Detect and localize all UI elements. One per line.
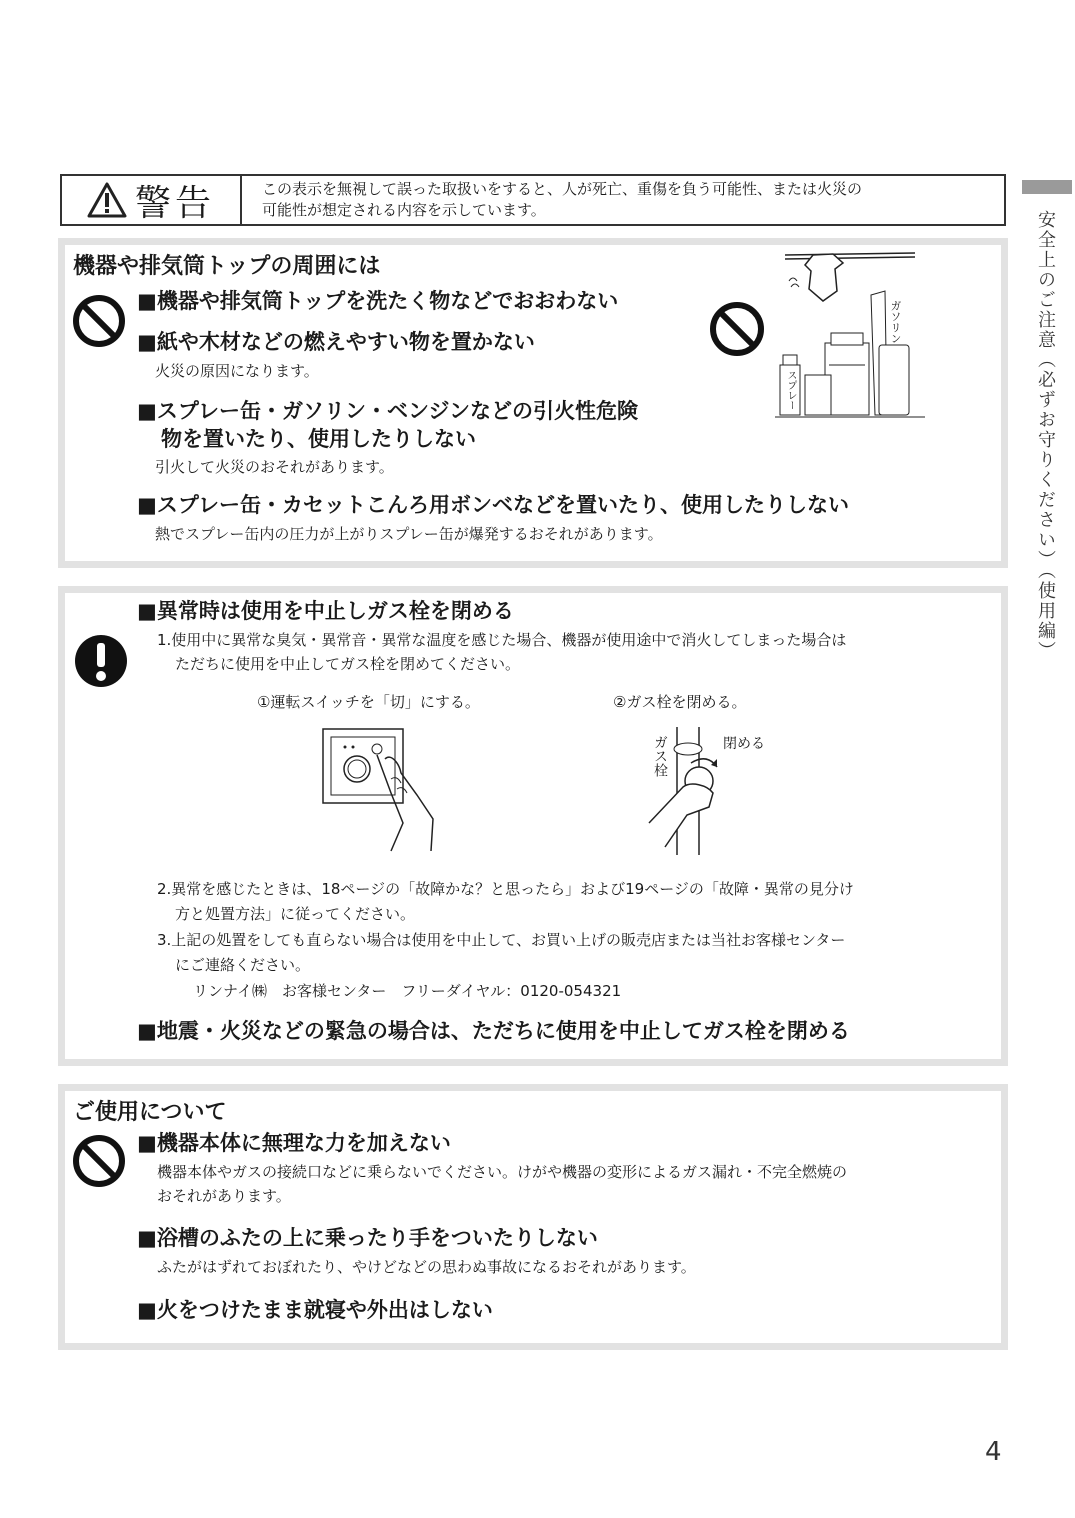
section-emergency: [58, 586, 1008, 1066]
gasoline-label: ガソリン: [889, 300, 902, 344]
item-no-cover-title: ■機器や排気筒トップを洗たく物などでおおわない: [137, 289, 619, 313]
warning-description: [262, 179, 992, 221]
warning-header: [60, 174, 1006, 226]
section-usage-title: ご使用について: [73, 1100, 227, 1125]
prohibition-icon: [707, 299, 767, 359]
item-no-hazardous-desc: 引火して火災のおそれがあります。: [155, 458, 394, 476]
item-no-flammables-title: ■紙や木材などの燃えやすい物を置かない: [137, 330, 535, 354]
item-no-spray-desc: 熱でスプレー缶内の圧力が上がりスプレー缶が爆発するおそれがあります。: [155, 525, 663, 543]
switch-panel-illustration: [321, 723, 471, 853]
warning-description-line2: 可能性が想定される内容を示しています。: [262, 201, 546, 219]
item-no-unattended-title: ■火をつけたまま就寝や外出はしない: [137, 1298, 493, 1322]
step1-line2: ただちに使用を中止してガス栓を閉めてください。: [175, 655, 521, 673]
step2-line1: 2.異常を感じたときは、18ページの「故障かな？と思ったら」および19ページの「故障・異常の見分け: [157, 880, 854, 898]
warning-title: 警告: [134, 182, 215, 224]
item-no-hazardous-title-2: 物を置いたり、使用したりしない: [161, 427, 476, 451]
section-usage: [58, 1084, 1008, 1350]
prohibition-icon: [71, 293, 127, 349]
step3-line1: 3.上記の処置をしても直らない場合は使用を中止して、お買い上げの販売店または当社お客様センター: [157, 931, 846, 949]
item-bath-lid-title: ■浴槽のふたの上に乗ったり手をついたりしない: [137, 1226, 598, 1250]
figure1-caption: ①運転スイッチを「切」にする。: [257, 693, 480, 711]
customer-center-contact: リンナイ㈱ お客様センター フリーダイヤル：0120-054321: [193, 982, 622, 1000]
item-no-spray-title: ■スプレー缶・カセットこんろ用ボンベなどを置いたり、使用したりしない: [137, 493, 849, 517]
section-emergency-inner: [65, 593, 1001, 1059]
spray-label: スプレー: [785, 370, 796, 410]
item-no-hazardous-title-1: ■スプレー缶・ガソリン・ベンジンなどの引火性危険: [137, 399, 638, 423]
item-no-force-desc-1: 機器本体やガスの接続口などに乗らないでください。けがや機器の変形によるガス漏れ・不完全燃焼の: [157, 1163, 848, 1181]
item-emergency-title: ■地震・火災などの緊急の場合は、ただちに使用を中止してガス栓を閉める: [137, 1019, 850, 1043]
prohibition-icon: [71, 1133, 127, 1189]
item-no-flammables-desc: 火災の原因になります。: [155, 362, 319, 380]
section-surroundings-inner: [65, 245, 1001, 561]
step1-line1: 1.使用中に異常な臭気・異常音・異常な温度を感じた場合、機器が使用途中で消火してしまった場合は: [157, 631, 847, 649]
section-surroundings-title: 機器や排気筒トップの周囲には: [73, 254, 381, 279]
close-label: 閉める: [723, 736, 765, 752]
step2-line2: 方と処置方法」に従ってください。: [175, 905, 416, 923]
warning-description-line1: この表示を無視して誤った取扱いをすると、人が死亡、重傷を負う可能性、または火災の: [262, 180, 863, 198]
page-number: 4: [985, 1437, 1002, 1467]
item-no-force-title: ■機器本体に無理な力を加えない: [137, 1131, 451, 1155]
section-surroundings: [58, 238, 1008, 568]
item-bath-lid-desc: ふたがはずれておぼれたり、やけどなどの思わぬ事故になるおそれがあります。: [157, 1258, 696, 1276]
item-stop-title: ■異常時は使用を中止しガス栓を閉める: [137, 599, 514, 623]
warning-triangle-icon: [87, 182, 127, 218]
side-tab-marker: [1022, 180, 1072, 194]
warning-title-box: [62, 176, 242, 224]
section-usage-inner: [65, 1091, 1001, 1343]
gas-valve-label: ガス栓: [652, 735, 668, 777]
item-no-force-desc-2: おそれがあります。: [157, 1187, 291, 1205]
figure2-caption: ②ガス栓を閉める。: [613, 693, 747, 711]
step3-line2: にご連絡ください。: [175, 956, 311, 974]
mandatory-exclamation-icon: [73, 633, 129, 689]
side-tab-label: 安全上のご注意（必ずお守りください）（使用編）: [1035, 210, 1056, 661]
